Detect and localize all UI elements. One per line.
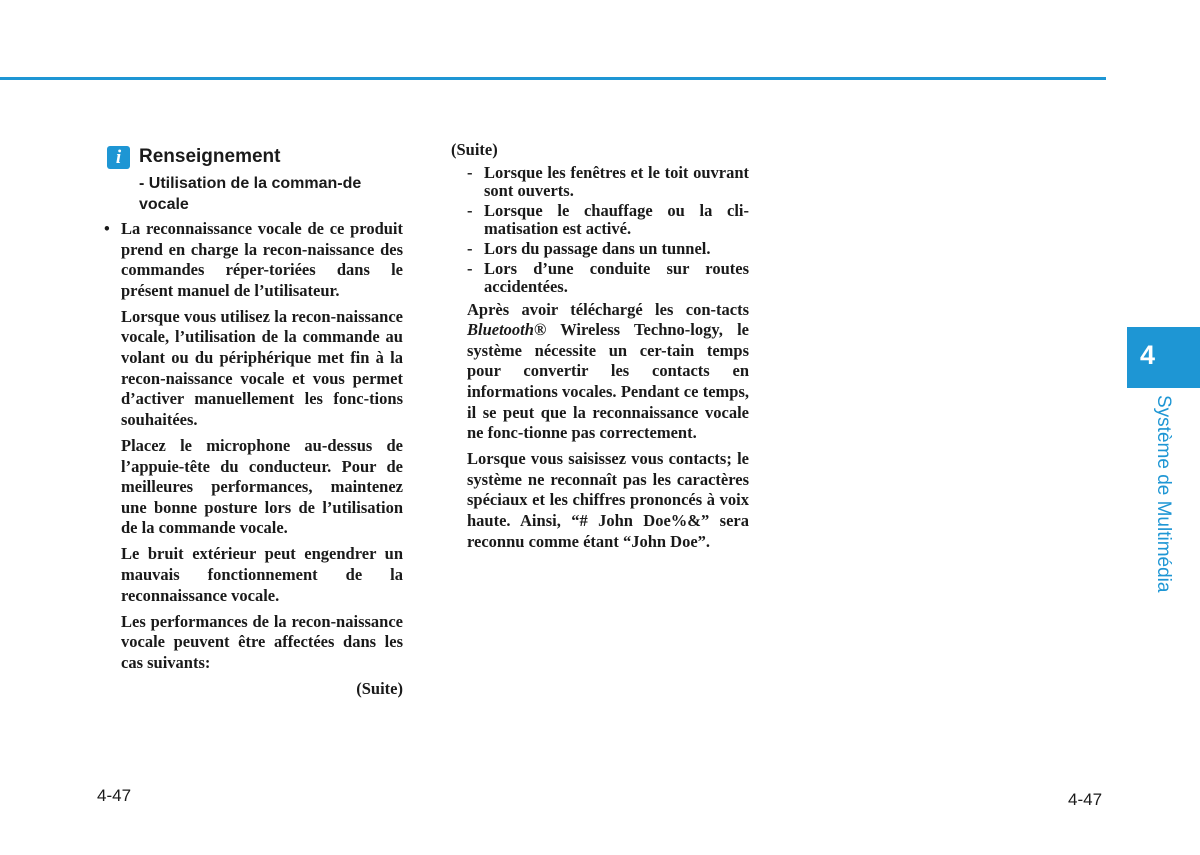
chapter-number: 4: [1140, 340, 1156, 370]
dash-marker: -: [467, 258, 473, 278]
bullet-marker: •: [104, 219, 110, 238]
chapter-tab: [1127, 327, 1200, 388]
info-subheading: - Utilisation de la comman-de vocale: [139, 175, 362, 213]
dash-marker: -: [467, 238, 473, 258]
list-item: [451, 260, 749, 296]
list-item: [451, 240, 749, 258]
list-item-text: Lorsque le chauffage ou la cli-matisation est activé.: [484, 200, 749, 238]
page-number-right: 4-47: [1068, 790, 1103, 809]
header-rule: [0, 77, 1106, 80]
list-item-text: Lors d’une conduite sur routes accidentées.: [484, 258, 749, 296]
dash-marker: -: [467, 162, 473, 182]
dash-marker: -: [467, 200, 473, 220]
paragraph: Le bruit extérieur peut engendrer un mauvais fonctionnement de la reconnaissance vocale.: [121, 544, 403, 605]
bullet-paragraph: [104, 219, 403, 301]
paragraph: Lorsque vous saisissez vous contacts; le système ne reconnaît pas les caractères spéciaux et les chiffres prononcés à voix haute. Ainsi, “# John Doe%&” sera reconnu comme étant “John Doe”.: [467, 449, 749, 551]
brand-name: Bluetooth: [467, 320, 534, 340]
paragraph: Lorsque vous utilisez la recon-naissance vocale, l’utilisation de la commande au volant ou du périphérique met fin à la recon-naissance vocale et vous permet d’activer manuellement les fonc-tions souhaitées.: [121, 306, 403, 429]
info-heading: Renseignement: [139, 146, 281, 167]
chapter-title: Système de Multimédia: [1153, 395, 1174, 593]
bullet-text: La reconnaissance vocale de ce produit prend en charge la recon-naissance des commandes réper-toriées dans le présent manuel de l’utilisateur.: [121, 219, 403, 300]
continued-label: (Suite): [356, 678, 403, 698]
list-item-text: Lorsque les fenêtres et le toit ouvrant sont ouverts.: [484, 162, 749, 200]
column-left: [104, 219, 403, 705]
text-run: Wireless Techno-logy, le système nécessite un cer-tain temps pour convertir les contacts en informations vocales. Pendant ce temps, il se peut que la reconnaissance vocale ne fonc-tionne pas correctement.: [467, 320, 749, 443]
info-icon: i: [107, 146, 130, 169]
chapter-title-vertical: [1152, 395, 1184, 601]
list-item: [451, 202, 749, 238]
paragraph: Les performances de la recon-naissance vocale peuvent être affectées dans les cas suivants:: [121, 611, 403, 672]
paragraph: Placez le microphone au-dessus de l’appuie-tête du conducteur. Pour de meilleures performances, maintenez une bonne posture lors de l’utilisation de la commande vocale.: [121, 435, 403, 538]
column-right: [451, 140, 749, 558]
page-number-left: 4-47: [97, 786, 132, 805]
continued-label: (Suite): [451, 140, 498, 159]
registered-mark: ®: [533, 320, 547, 340]
list-item: [451, 164, 749, 200]
text-run: Après avoir téléchargé les con-tacts: [467, 299, 749, 319]
list-item-text: Lors du passage dans un tunnel.: [484, 238, 711, 258]
paragraph: [451, 300, 749, 444]
